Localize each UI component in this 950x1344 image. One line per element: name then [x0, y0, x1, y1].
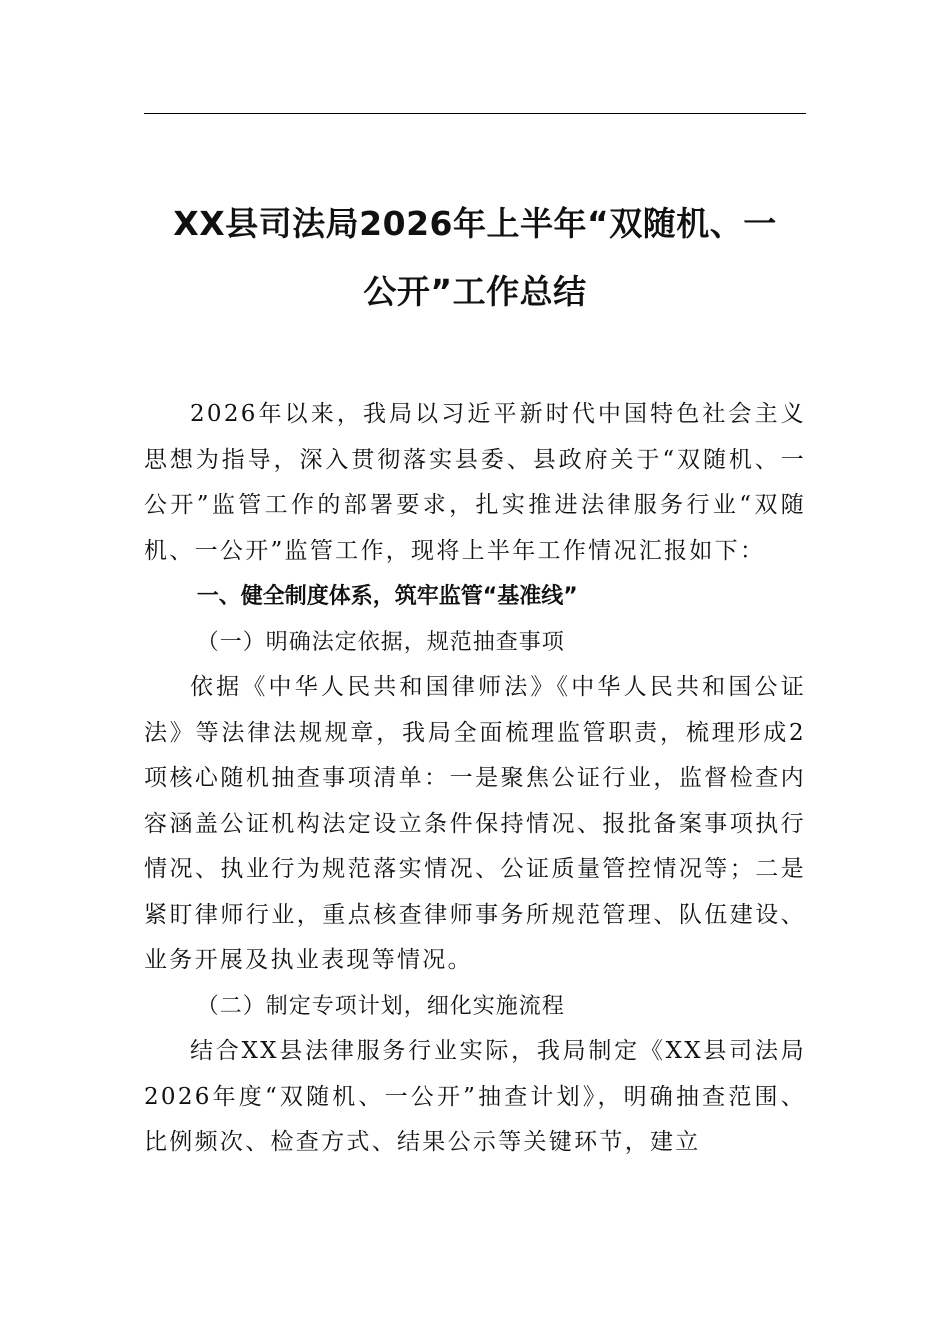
subsection-1-heading: （一）明确法定依据，规范抽查事项 [196, 629, 565, 655]
title-line-2: 公开”工作总结 [363, 272, 587, 311]
subsection-1-paragraph: 依据《中华人民共和国律师法》《中华人民共和国公证法》等法律法规规章，我局全面梳理监管职责，梳理形成2项核心随机抽查事项清单：一是聚焦公证行业，监督检查内容涵盖公证机构法定设立条件保持情况、报批备案事项执行情况、执业行为规范落实情况、公证质量管控情况等；二是紧盯律师行业，重点核查律师事务所规范管理、队伍建设、业务开展及执业表现等情况。 [144, 674, 806, 973]
section-1-heading: 一、健全制度体系，筑牢监管“基准线” [196, 584, 578, 609]
title-line-1: XX县司法局2026年上半年“双随机、一 [173, 204, 777, 243]
subsection-2-heading: （二）制定专项计划，细化实施流程 [196, 993, 565, 1019]
intro-paragraph: 2026年以来，我局以习近平新时代中国特色社会主义思想为指导，深入贯彻落实县委、县政府关于“双随机、一公开”监管工作的部署要求，扎实推进法律服务行业“双随机、一公开”监管工作，现将上半年工作情况汇报如下： [144, 401, 806, 564]
subsection-2-paragraph: 结合XX县法律服务行业实际，我局制定《XX县司法局2026年度“双随机、一公开”抽查计划》，明确抽查范围、比例频次、检查方式、结果公示等关键环节，建立 [144, 1038, 806, 1155]
header-rule [144, 113, 806, 114]
document-title [144, 190, 806, 326]
document-body [144, 392, 806, 1166]
